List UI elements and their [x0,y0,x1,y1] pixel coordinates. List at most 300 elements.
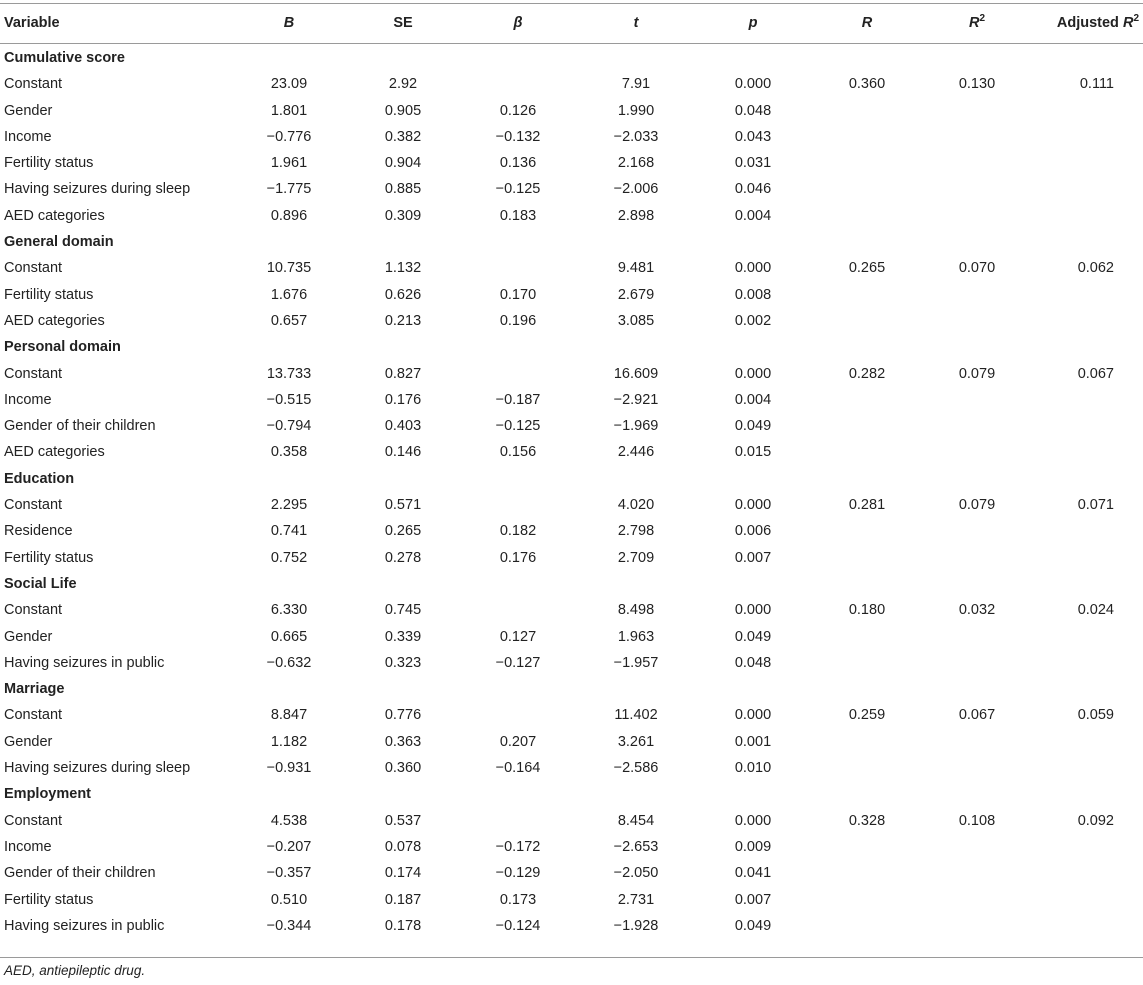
cell-r2 [922,203,1032,229]
header-adjusted-r-squared [1032,7,1143,39]
cell-r2: 0.079 [958,365,996,382]
header-t: t [633,15,639,31]
cell-p: 0.048 [734,102,772,119]
cell-r [812,176,922,202]
header-variable: Variable [4,15,60,31]
cell-se: 0.403 [384,418,422,435]
cell-r [812,150,922,176]
table-row [0,913,1143,939]
cell-se: 0.323 [384,654,422,671]
table-body [0,45,1143,939]
table-header-row [0,7,1143,39]
cell-r: 0.282 [848,365,886,382]
cell-adj: 0.071 [1077,497,1114,514]
cell-b: 10.735 [266,260,312,277]
cell-adj: 0.062 [1077,260,1114,277]
table-row [0,176,1143,202]
table-row [0,98,1143,124]
table-row [0,203,1143,229]
cell-variable: Constant [4,497,63,514]
cell-b: −0.357 [266,865,312,882]
cell-adj [1032,650,1143,676]
cell-p: 0.041 [734,865,772,882]
cell-variable: AED categories [4,312,105,329]
cell-variable: Having seizures in public [4,917,165,934]
cell-t: 1.963 [617,628,655,645]
section-title: Employment [4,786,92,803]
cell-r2 [922,887,1032,913]
cell-se: 0.187 [384,891,422,908]
cell-adj [1032,387,1143,413]
cell-r2 [922,860,1032,886]
cell-b: −0.515 [266,391,312,408]
cell-t: 2.731 [617,891,655,908]
cell-b: −0.931 [266,760,312,777]
cell-r [812,203,922,229]
cell-b: 8.847 [270,707,308,724]
table-row [0,492,1143,518]
cell-r [812,887,922,913]
cell-beta: −0.132 [495,128,541,145]
cell-se: 0.363 [384,733,422,750]
section-title: Marriage [4,681,65,698]
cell-adj [1032,518,1143,544]
cell-beta: −0.125 [495,418,541,435]
cell-r2 [922,150,1032,176]
cell-r2: 0.067 [958,707,996,724]
section-title: General domain [4,234,114,251]
table-footnote: AED, antiepileptic drug. [4,963,146,978]
cell-beta: 0.176 [499,549,537,566]
cell-se: 0.382 [384,128,422,145]
header-p: p [748,15,758,31]
table-row [0,650,1143,676]
cell-r [812,729,922,755]
cell-beta: 0.183 [499,207,537,224]
cell-variable: AED categories [4,207,105,224]
section-title: Cumulative score [4,50,125,66]
cell-p: 0.049 [734,628,772,645]
header-adjusted-sup: 2 [1133,13,1139,24]
cell-adj: 0.111 [1079,76,1114,93]
cell-se: 0.827 [384,365,422,382]
cell-p: 0.000 [734,602,772,619]
cell-p: 0.001 [734,733,772,750]
cell-r2 [922,124,1032,150]
cell-p: 0.015 [734,444,772,461]
cell-t: −1.969 [613,418,659,435]
cell-t: −1.957 [613,654,659,671]
cell-se: 0.178 [384,917,422,934]
cell-adj [1032,913,1143,939]
cell-beta [458,255,578,281]
cell-se: 0.537 [384,812,422,829]
cell-t: 2.679 [617,286,655,303]
table-row [0,702,1143,728]
cell-p: 0.049 [734,917,772,934]
cell-p: 0.046 [734,181,772,198]
cell-beta [458,361,578,387]
cell-adj [1032,729,1143,755]
table-row [0,308,1143,334]
cell-adj [1032,624,1143,650]
cell-variable: Constant [4,707,63,724]
cell-variable: Constant [4,76,63,93]
section-title: Personal domain [4,339,121,356]
cell-p: 0.008 [734,286,772,303]
cell-se: 0.176 [384,391,422,408]
table-row [0,124,1143,150]
table-row [0,808,1143,834]
cell-r2 [922,755,1032,781]
regression-table [0,7,1143,939]
cell-se: 0.904 [384,155,422,172]
cell-r: 0.180 [848,602,886,619]
cell-b: 0.358 [270,444,308,461]
cell-adj [1032,887,1143,913]
cell-variable: Residence [4,523,73,540]
section-header-row [0,229,1143,255]
cell-r [812,545,922,571]
header-r-squared [922,7,1032,39]
cell-variable: Constant [4,602,63,619]
cell-b: 1.961 [270,155,308,172]
table-row [0,413,1143,439]
cell-variable: Having seizures during sleep [4,181,191,198]
cell-adj [1032,439,1143,465]
cell-r [812,308,922,334]
cell-b: 23.09 [270,76,308,93]
cell-beta: −0.129 [495,865,541,882]
cell-p: 0.002 [734,312,772,329]
cell-variable: Gender [4,733,53,750]
cell-se: 0.360 [384,760,422,777]
section-header-row [0,676,1143,702]
cell-p: 0.049 [734,418,772,435]
cell-adj [1032,203,1143,229]
table-row [0,755,1143,781]
table-row [0,887,1143,913]
cell-p: 0.010 [734,760,772,777]
cell-r [812,860,922,886]
cell-beta: 0.173 [499,891,537,908]
table-row [0,255,1143,281]
cell-p: 0.000 [734,812,772,829]
cell-t: −2.050 [613,865,659,882]
bottom-rule [0,957,1143,958]
cell-adj: 0.059 [1077,707,1114,724]
cell-p: 0.007 [734,549,772,566]
cell-adj [1032,124,1143,150]
cell-adj [1032,860,1143,886]
cell-t: 2.898 [617,207,655,224]
cell-variable: Income [4,838,52,855]
cell-beta: 0.170 [499,286,537,303]
cell-b: −1.775 [266,181,312,198]
cell-b: 0.752 [270,549,308,566]
cell-r2 [922,98,1032,124]
cell-variable: Fertility status [4,155,94,172]
table-row [0,518,1143,544]
cell-variable: Fertility status [4,891,94,908]
cell-b: 0.657 [270,312,308,329]
cell-r2: 0.079 [958,497,996,514]
section-header-row [0,571,1143,597]
cell-adj: 0.092 [1077,812,1114,829]
cell-beta: 0.127 [499,628,537,645]
cell-r [812,518,922,544]
table-row [0,282,1143,308]
cell-se: 0.078 [384,838,422,855]
cell-adj [1032,150,1143,176]
cell-t: 3.085 [617,312,655,329]
table-row [0,545,1143,571]
cell-variable: Income [4,128,52,145]
cell-adj: 0.067 [1077,365,1114,382]
cell-p: 0.006 [734,523,772,540]
header-b: B [283,15,295,31]
cell-b: −0.776 [266,128,312,145]
cell-beta: −0.124 [495,917,541,934]
cell-t: 16.609 [613,365,659,382]
table-row [0,150,1143,176]
cell-beta: −0.127 [495,654,541,671]
cell-r2: 0.032 [958,602,996,619]
cell-variable: Fertility status [4,286,94,303]
header-beta: β [513,15,523,31]
cell-variable: Having seizures in public [4,654,165,671]
cell-t: −2.921 [613,391,659,408]
cell-variable: Gender [4,628,53,645]
cell-b: 4.538 [270,812,308,829]
cell-r2 [922,729,1032,755]
cell-se: 0.571 [384,497,422,514]
cell-b: 2.295 [270,497,308,514]
cell-r [812,282,922,308]
table-row [0,860,1143,886]
cell-r [812,124,922,150]
cell-t: 1.990 [617,102,655,119]
cell-t: 2.168 [617,155,655,172]
cell-beta: −0.187 [495,391,541,408]
cell-se: 2.92 [388,76,418,93]
cell-r2 [922,545,1032,571]
cell-b: 0.510 [270,891,308,908]
cell-b: 1.801 [270,102,308,119]
cell-se: 0.265 [384,523,422,540]
cell-beta [458,71,578,97]
cell-beta [458,492,578,518]
cell-beta: −0.125 [495,181,541,198]
table-row [0,387,1143,413]
table-row [0,624,1143,650]
cell-adj [1032,545,1143,571]
cell-p: 0.000 [734,707,772,724]
cell-r2 [922,176,1032,202]
cell-r2 [922,518,1032,544]
cell-p: 0.009 [734,838,772,855]
cell-r2: 0.070 [958,260,996,277]
cell-p: 0.007 [734,891,772,908]
cell-adj: 0.024 [1077,602,1114,619]
header-adjusted-prefix: Adjusted [1056,15,1123,31]
cell-r [812,439,922,465]
cell-t: −2.586 [613,760,659,777]
cell-r: 0.265 [848,260,886,277]
cell-r2 [922,439,1032,465]
cell-r [812,387,922,413]
cell-r2 [922,308,1032,334]
cell-variable: Gender [4,102,53,119]
cell-beta: −0.172 [495,838,541,855]
cell-variable: Fertility status [4,549,94,566]
table-row [0,834,1143,860]
section-header-row [0,781,1143,807]
cell-se: 0.626 [384,286,422,303]
cell-variable: AED categories [4,444,105,461]
cell-t: 4.020 [617,497,655,514]
cell-beta [458,702,578,728]
cell-t: 2.798 [617,523,655,540]
cell-r2 [922,913,1032,939]
cell-b: 6.330 [270,602,308,619]
cell-b: 13.733 [266,365,312,382]
cell-t: 8.498 [617,602,655,619]
table-row [0,597,1143,623]
section-title: Education [4,470,75,487]
cell-adj [1032,834,1143,860]
cell-r2 [922,624,1032,650]
cell-adj [1032,413,1143,439]
cell-b: 1.676 [270,286,308,303]
cell-beta: 0.136 [499,155,537,172]
cell-variable: Constant [4,812,63,829]
cell-r2: 0.108 [958,812,996,829]
cell-se: 0.213 [384,312,422,329]
cell-r: 0.281 [848,497,886,514]
section-header-row [0,45,1143,71]
header-adjusted-base: R [1122,15,1134,31]
cell-b: 0.741 [270,523,308,540]
cell-r: 0.328 [848,812,886,829]
cell-t: −1.928 [613,917,659,934]
cell-r2 [922,650,1032,676]
cell-t: 8.454 [617,812,655,829]
cell-se: 0.776 [384,707,422,724]
cell-variable: Constant [4,365,63,382]
cell-se: 0.309 [384,207,422,224]
cell-se: 0.146 [384,444,422,461]
cell-r [812,755,922,781]
cell-r2: 0.130 [958,76,996,93]
cell-p: 0.031 [734,155,772,172]
cell-t: 11.402 [614,707,658,724]
cell-beta: 0.126 [499,102,537,119]
cell-r [812,98,922,124]
cell-r2 [922,834,1032,860]
cell-b: 1.182 [270,733,308,750]
table-row [0,361,1143,387]
cell-adj [1032,98,1143,124]
cell-b: −0.794 [266,418,312,435]
header-se: SE [393,15,413,31]
cell-variable: Constant [4,260,63,277]
cell-r [812,913,922,939]
cell-r [812,650,922,676]
cell-beta [458,808,578,834]
cell-t: 9.481 [617,260,655,277]
cell-b: 0.896 [270,207,308,224]
table-row [0,71,1143,97]
cell-variable: Income [4,391,52,408]
section-header-row [0,334,1143,360]
cell-r: 0.360 [848,76,886,93]
cell-adj [1032,282,1143,308]
section-header-row [0,466,1143,492]
cell-se: 0.339 [384,628,422,645]
cell-t: −2.653 [613,838,659,855]
cell-se: 0.885 [384,181,422,198]
cell-r2 [922,387,1032,413]
table-row [0,729,1143,755]
cell-t: 3.261 [617,733,655,750]
header-r-squared-sup: 2 [979,13,986,24]
cell-b: −0.344 [266,917,312,934]
cell-beta: 0.196 [499,312,537,329]
cell-p: 0.048 [734,654,772,671]
cell-beta: 0.156 [499,444,537,461]
cell-b: −0.632 [266,654,312,671]
cell-variable: Gender of their children [4,418,156,435]
cell-se: 0.278 [384,549,422,566]
cell-se: 1.132 [384,260,422,277]
cell-beta: 0.207 [499,733,537,750]
cell-adj [1032,308,1143,334]
cell-r2 [922,282,1032,308]
cell-se: 0.905 [384,102,422,119]
cell-se: 0.745 [384,602,422,619]
cell-adj [1032,755,1143,781]
cell-t: 2.446 [617,444,655,461]
cell-b: −0.207 [266,838,312,855]
cell-p: 0.000 [734,365,772,382]
cell-t: 2.709 [617,549,655,566]
cell-beta [458,597,578,623]
cell-t: −2.033 [613,128,659,145]
cell-r [812,624,922,650]
cell-variable: Gender of their children [4,865,156,882]
cell-r: 0.259 [848,707,886,724]
cell-t: −2.006 [613,181,659,198]
cell-se: 0.174 [384,865,422,882]
cell-beta: 0.182 [499,523,537,540]
cell-r [812,413,922,439]
section-title: Social Life [4,575,77,592]
cell-b: 0.665 [270,628,308,645]
cell-adj [1032,176,1143,202]
table-row [0,439,1143,465]
cell-p: 0.000 [734,76,772,93]
cell-variable: Having seizures during sleep [4,760,191,777]
cell-p: 0.004 [734,207,772,224]
cell-p: 0.043 [734,128,772,145]
cell-beta: −0.164 [495,760,541,777]
cell-p: 0.004 [734,391,772,408]
cell-p: 0.000 [734,497,772,514]
cell-r [812,834,922,860]
header-r-squared-base: R [968,15,980,31]
cell-p: 0.000 [734,260,772,277]
